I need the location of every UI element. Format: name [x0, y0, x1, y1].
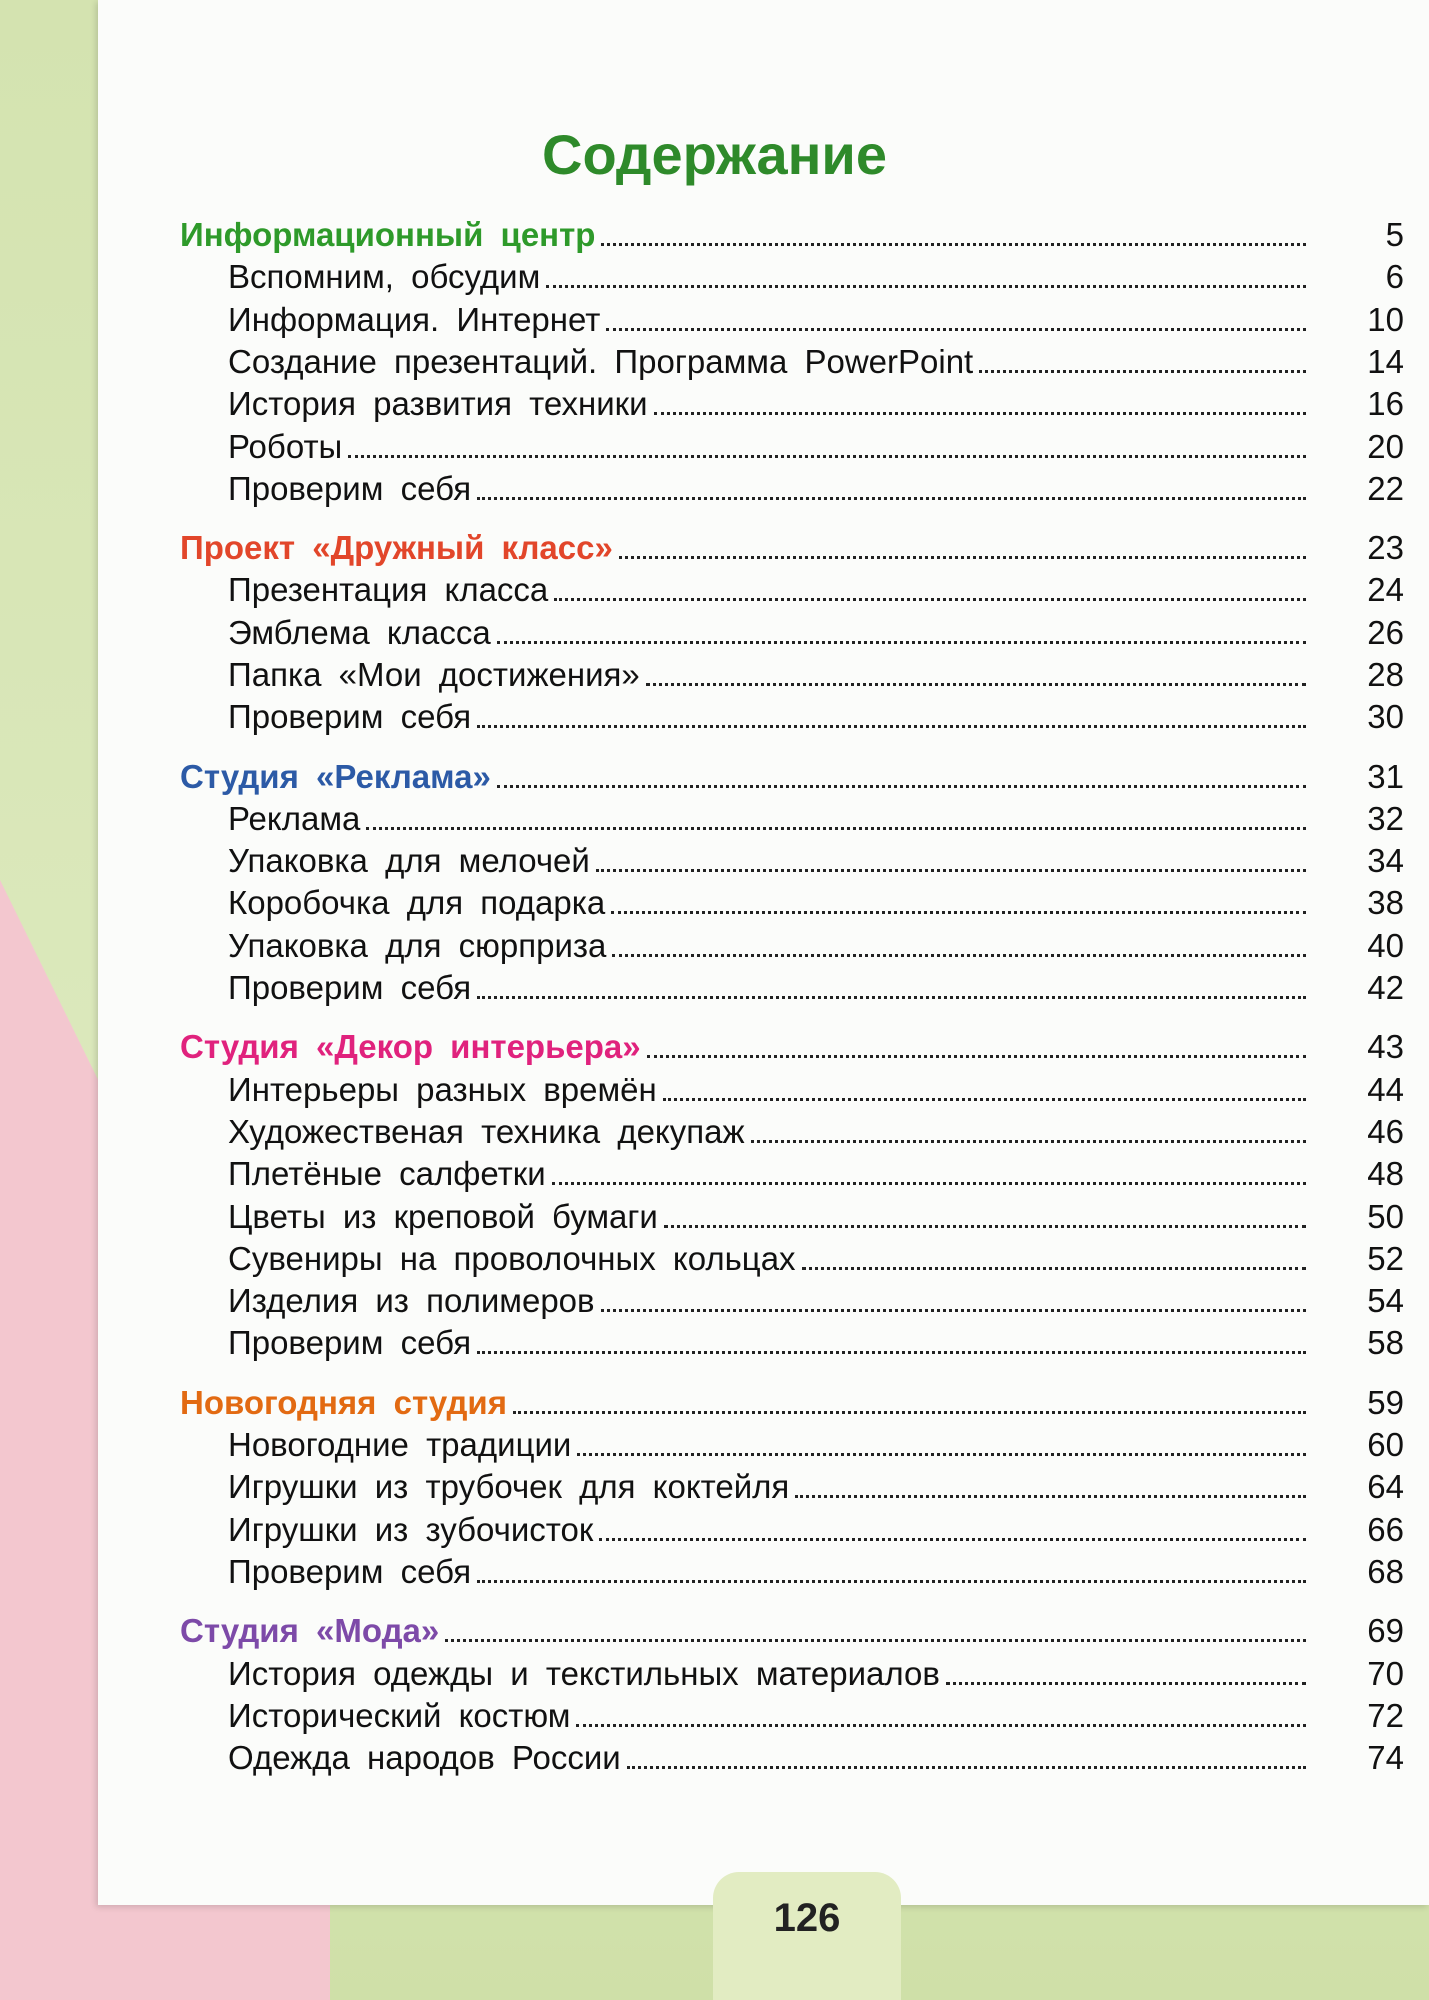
toc-item-page: 66 [1367, 1511, 1404, 1548]
toc-item-label: Реклама [228, 800, 361, 837]
toc-item-page: 30 [1367, 698, 1404, 735]
toc-item-label: Упаковка для сюрприза [228, 927, 607, 964]
toc-item-label: Проверим себя [228, 698, 472, 735]
toc-item[interactable] [228, 698, 1312, 742]
toc-item-label: Изделия из полимеров [228, 1282, 595, 1319]
toc-item[interactable] [228, 1071, 1312, 1115]
toc-item-page: 54 [1367, 1282, 1404, 1319]
toc-section-label: Студия «Декор интерьера» [180, 1028, 641, 1065]
dot-leader [979, 370, 1306, 373]
toc-item-label: Сувениры на проволочных кольцах [228, 1240, 796, 1277]
toc-section[interactable] [180, 1028, 1312, 1072]
dot-leader [445, 1639, 1306, 1642]
toc-item-page: 40 [1367, 927, 1404, 964]
toc-item[interactable] [228, 1553, 1312, 1597]
toc-item[interactable] [228, 470, 1312, 514]
toc-item-label: История одежды и текстильных материалов [228, 1655, 940, 1692]
dot-leader [619, 556, 1306, 559]
toc-item[interactable] [228, 927, 1312, 971]
dot-leader [795, 1495, 1306, 1498]
toc-item-label: Вспомним, обсудим [228, 258, 541, 295]
toc-item[interactable] [228, 301, 1312, 345]
toc-item-label: Упаковка для мелочей [228, 842, 590, 879]
toc-item-page: 22 [1367, 470, 1404, 507]
toc-item-page: 48 [1367, 1155, 1404, 1192]
dot-leader [554, 598, 1306, 601]
page-number: 126 [773, 1896, 841, 1940]
toc-item-page: 60 [1367, 1426, 1404, 1463]
toc-item[interactable] [228, 1155, 1312, 1199]
toc-item[interactable] [228, 1282, 1312, 1326]
dot-leader [546, 285, 1306, 288]
toc-item-page: 72 [1367, 1697, 1404, 1734]
dot-leader [596, 869, 1306, 872]
dot-leader [663, 1098, 1306, 1101]
toc-item[interactable] [228, 884, 1312, 928]
dot-leader [366, 827, 1306, 830]
toc-section-label: Студия «Мода» [180, 1612, 440, 1649]
dot-leader [646, 683, 1306, 686]
toc-item[interactable] [228, 1324, 1312, 1368]
toc-item[interactable] [228, 258, 1312, 302]
toc-item-label: Презентация класса [228, 571, 549, 608]
toc-item[interactable] [228, 1198, 1312, 1242]
dot-leader [601, 243, 1306, 246]
toc-section-page: 5 [1385, 216, 1404, 253]
toc-item[interactable] [228, 343, 1312, 387]
dot-leader [802, 1267, 1306, 1270]
toc-section-page: 43 [1367, 1028, 1404, 1065]
toc-item-label: Проверим себя [228, 470, 472, 507]
toc-section[interactable] [180, 529, 1312, 573]
dot-leader [606, 328, 1306, 331]
toc-item-label: Коробочка для подарка [228, 884, 606, 921]
toc-section-label: Информационный центр [180, 216, 596, 253]
toc-item-page: 26 [1367, 614, 1404, 651]
toc-item-page: 64 [1367, 1468, 1404, 1505]
toc-item[interactable] [228, 1240, 1312, 1284]
dot-leader [497, 785, 1306, 788]
page-title: Содержание [542, 123, 887, 186]
toc-item[interactable] [228, 800, 1312, 844]
toc-item-label: Новогодние традиции [228, 1426, 572, 1463]
dot-leader [477, 725, 1306, 728]
toc-item-label: Интерьеры разных времён [228, 1071, 657, 1108]
toc-item-page: 10 [1367, 301, 1404, 338]
toc-section-page: 23 [1367, 529, 1404, 566]
dot-leader [599, 1538, 1306, 1541]
dot-leader [611, 911, 1306, 914]
toc-item-label: Проверим себя [228, 1553, 472, 1590]
toc-item[interactable] [228, 1697, 1312, 1741]
dot-leader [477, 497, 1306, 500]
toc-item[interactable] [228, 1655, 1312, 1699]
toc-item-page: 58 [1367, 1324, 1404, 1361]
toc-item[interactable] [228, 1468, 1312, 1512]
dot-leader [477, 996, 1306, 999]
toc-item-page: 20 [1367, 428, 1404, 465]
toc-section-label: Студия «Реклама» [180, 758, 491, 795]
toc-item-page: 46 [1367, 1113, 1404, 1150]
toc-item-page: 34 [1367, 842, 1404, 879]
toc-item-label: Проверим себя [228, 1324, 472, 1361]
toc-item-label: Игрушки из трубочек для коктейля [228, 1468, 790, 1505]
toc-item-page: 24 [1367, 571, 1404, 608]
toc-item-page: 70 [1367, 1655, 1404, 1692]
toc-item[interactable] [228, 842, 1312, 886]
toc-item-label: Создание презентаций. Программа PowerPoint [228, 343, 974, 380]
toc-item[interactable] [228, 1511, 1312, 1555]
toc-section[interactable] [180, 1384, 1312, 1428]
toc-item-page: 16 [1367, 385, 1404, 422]
dot-leader [513, 1411, 1306, 1414]
dot-leader [654, 412, 1306, 415]
toc-section[interactable] [180, 758, 1312, 802]
toc-item[interactable] [228, 656, 1312, 700]
dot-leader [946, 1682, 1306, 1685]
dot-leader [612, 954, 1306, 957]
toc-item-page: 38 [1367, 884, 1404, 921]
dot-leader [601, 1309, 1306, 1312]
dot-leader [477, 1580, 1306, 1583]
toc-item-page: 6 [1385, 258, 1404, 295]
toc-item-page: 74 [1367, 1739, 1404, 1776]
toc-section-page: 31 [1367, 758, 1404, 795]
toc-item-page: 68 [1367, 1553, 1404, 1590]
toc-section-page: 69 [1367, 1612, 1404, 1649]
dot-leader [577, 1453, 1306, 1456]
dot-leader [552, 1182, 1306, 1185]
dot-leader [576, 1724, 1306, 1727]
toc-item-label: Плетёные салфетки [228, 1155, 546, 1192]
toc-section[interactable] [180, 1612, 1312, 1656]
toc-item-page: 42 [1367, 969, 1404, 1006]
toc-item-label: Художественая техника декупаж [228, 1113, 745, 1150]
dot-leader [348, 455, 1306, 458]
toc-item-label: Папка «Мои достижения» [228, 656, 640, 693]
dot-leader [751, 1140, 1306, 1143]
toc-item-page: 32 [1367, 800, 1404, 837]
toc-item-page: 44 [1367, 1071, 1404, 1108]
toc-item[interactable] [228, 428, 1312, 472]
dot-leader [477, 1351, 1306, 1354]
toc-item-label: Игрушки из зубочисток [228, 1511, 594, 1548]
toc-item-page: 14 [1367, 343, 1404, 380]
toc-item-label: Проверим себя [228, 969, 472, 1006]
toc-item[interactable] [228, 1113, 1312, 1157]
toc-item-label: История развития техники [228, 385, 648, 422]
toc-item-label: Цветы из креповой бумаги [228, 1198, 658, 1235]
toc-item-page: 50 [1367, 1198, 1404, 1235]
toc-item[interactable] [228, 1739, 1312, 1783]
dot-leader [497, 641, 1306, 644]
toc-item[interactable] [228, 969, 1312, 1013]
toc-item-label: Исторический костюм [228, 1697, 571, 1734]
toc-item-label: Эмблема класса [228, 614, 491, 651]
dot-leader [627, 1766, 1306, 1769]
toc-item-label: Информация. Интернет [228, 301, 601, 338]
toc-item-label: Роботы [228, 428, 343, 465]
toc-section-page: 59 [1367, 1384, 1404, 1421]
toc-item[interactable] [228, 1426, 1312, 1470]
toc-section-label: Новогодняя студия [180, 1384, 507, 1421]
toc-item[interactable] [228, 614, 1312, 658]
toc-section[interactable] [180, 216, 1312, 260]
toc-item[interactable] [228, 385, 1312, 429]
dot-leader [664, 1225, 1306, 1228]
dot-leader [647, 1055, 1306, 1058]
toc-section-label: Проект «Дружный класс» [180, 529, 613, 566]
toc-item[interactable] [228, 571, 1312, 615]
toc-item-page: 28 [1367, 656, 1404, 693]
toc-item-page: 52 [1367, 1240, 1404, 1277]
toc-item-label: Одежда народов России [228, 1739, 621, 1776]
